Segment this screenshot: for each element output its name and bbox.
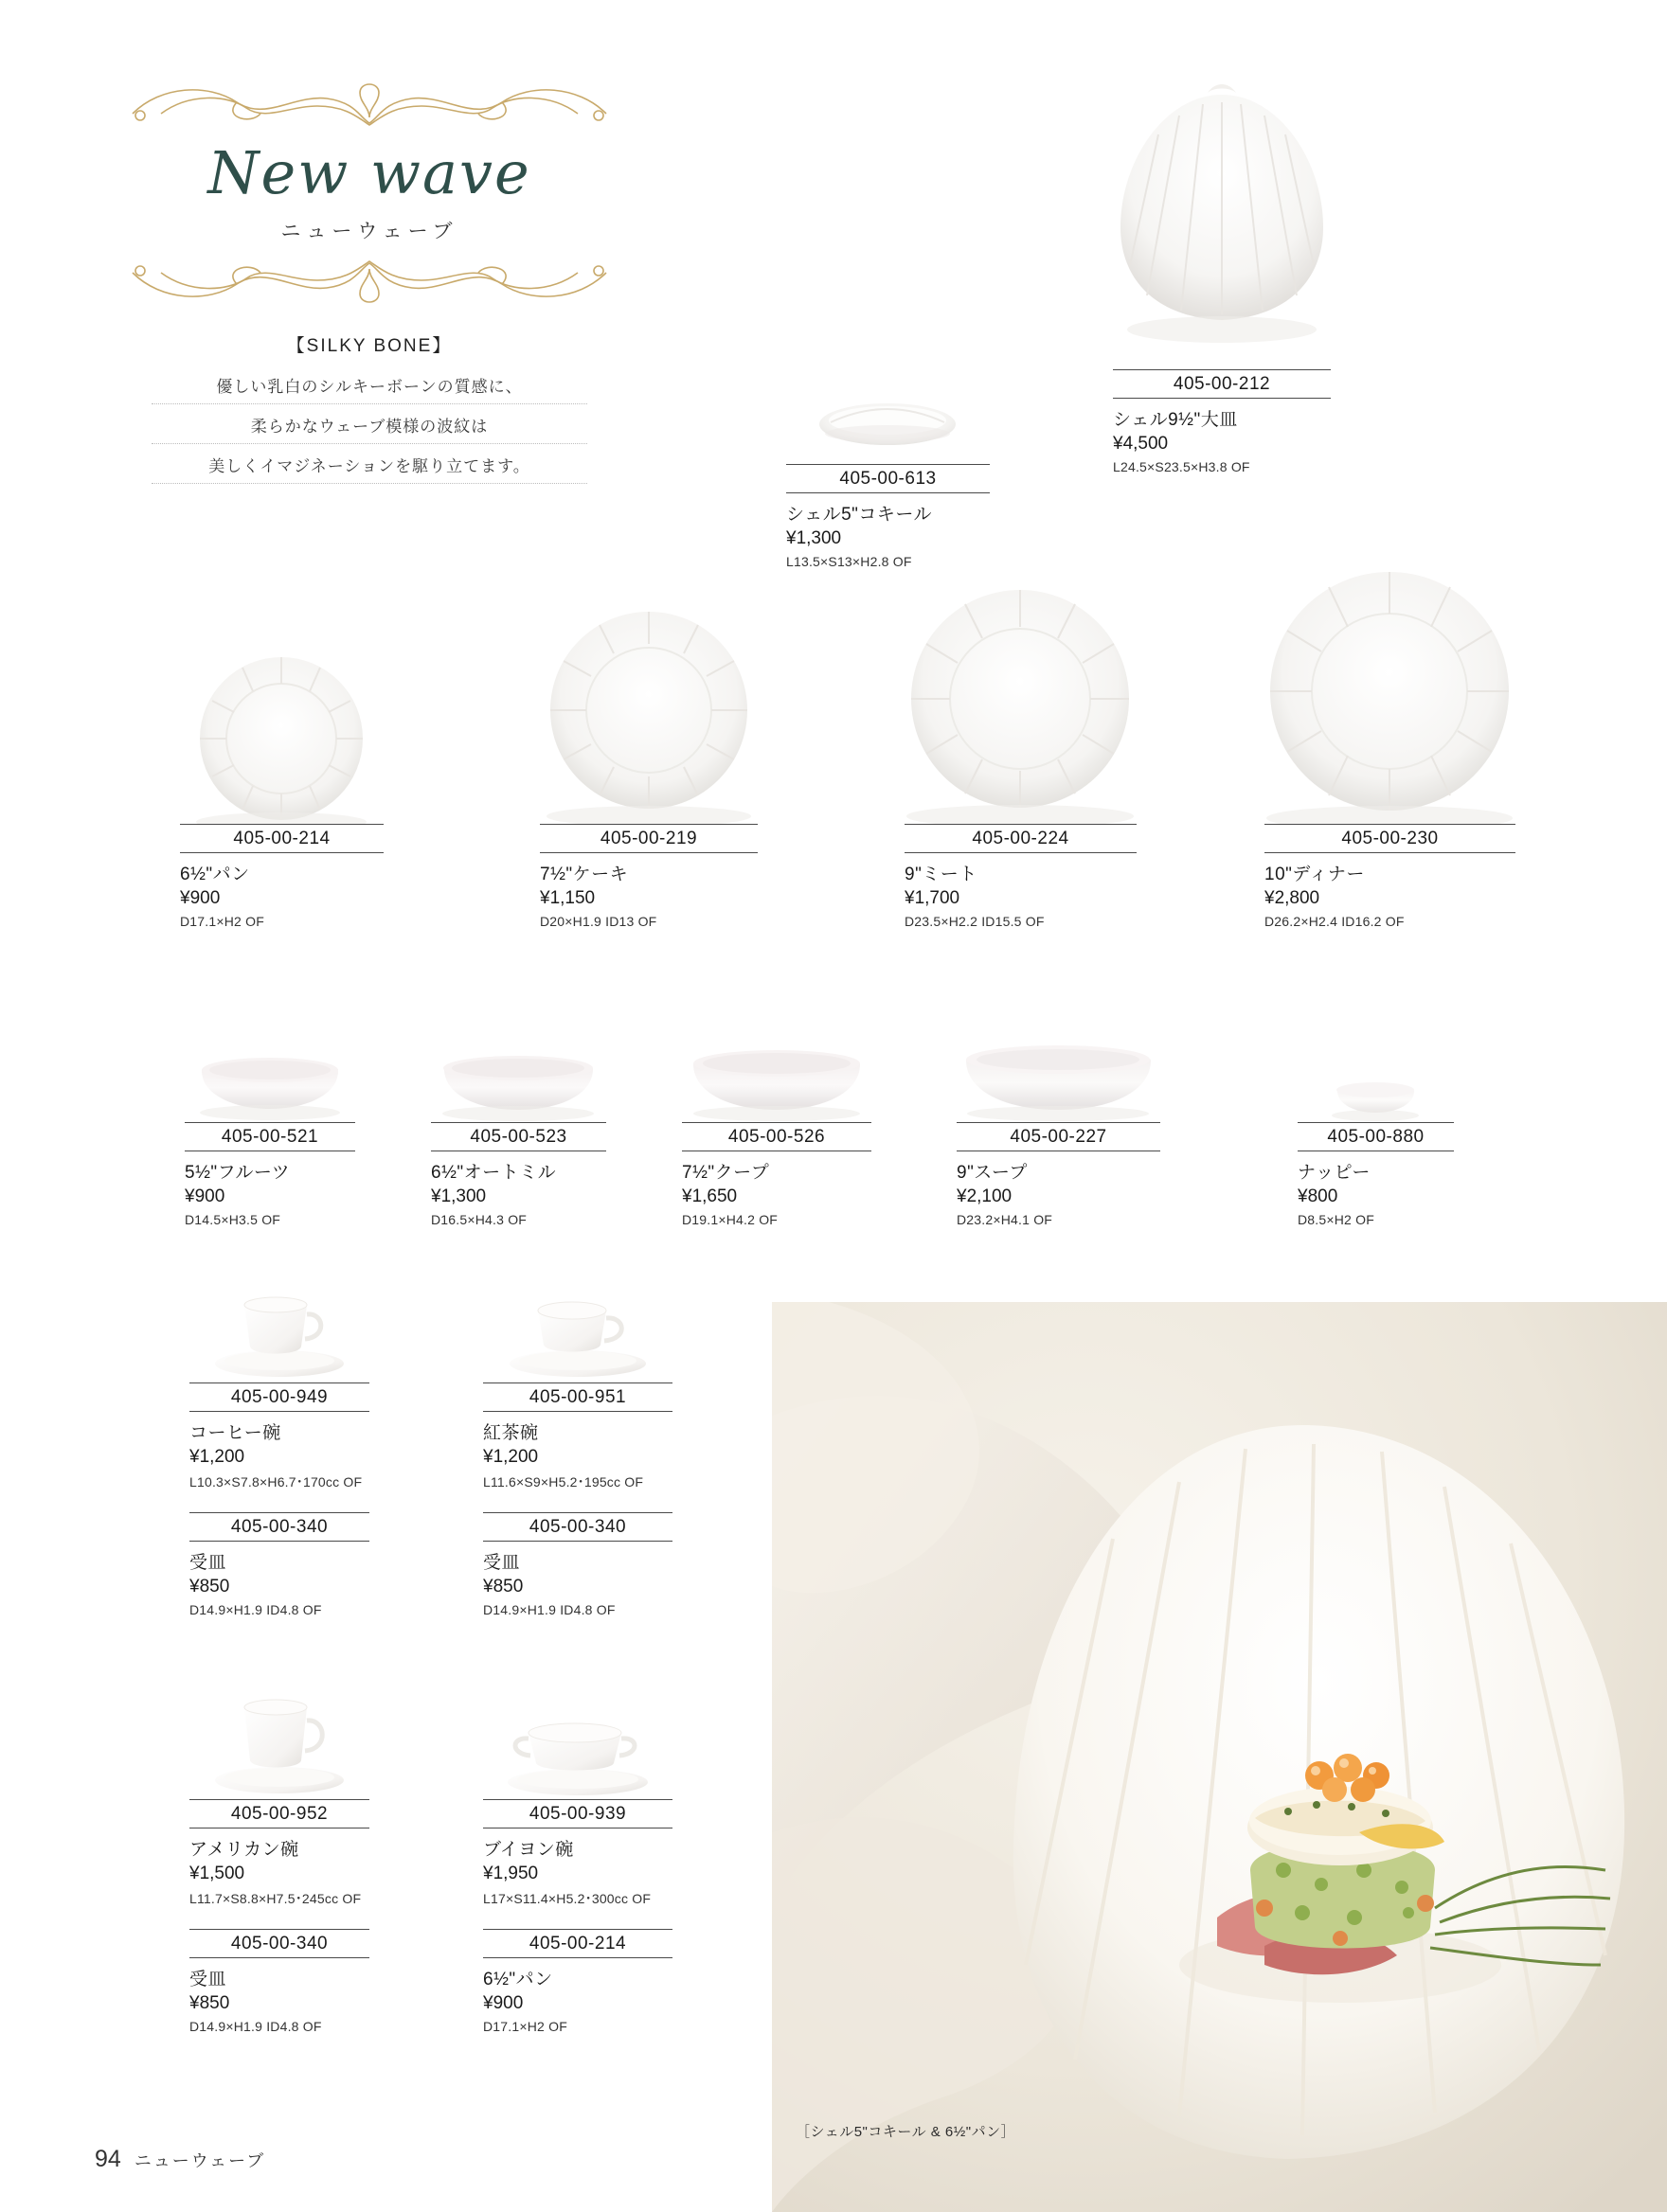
dinner-plate-photo xyxy=(1264,530,1515,824)
product-code: 405-00-224 xyxy=(972,829,1069,848)
product-price: ¥1,950 xyxy=(483,1864,539,1883)
product-name: シェル5"コキール xyxy=(786,505,933,525)
brand-subtitle: ニューウェーブ xyxy=(280,221,458,242)
product-price: ¥800 xyxy=(1298,1186,1338,1206)
product-spec: D26.2×H2.4 ID16.2 OF xyxy=(1264,914,1405,929)
product-price: ¥1,650 xyxy=(682,1186,738,1206)
product-price: ¥850 xyxy=(483,1577,524,1597)
product-code: 405-00-340 xyxy=(230,1517,329,1537)
product-spec: L11.6×S9×H5.2･195cc OF xyxy=(483,1474,644,1490)
bouillon-cup-photo xyxy=(483,1695,672,1799)
product-name: 受皿 xyxy=(189,1970,227,1989)
description-line-2: 柔らかなウェーブ模様の波紋は xyxy=(152,404,587,444)
large-shell-plate-photo xyxy=(1113,76,1331,369)
product-code-wrap xyxy=(786,464,990,493)
product-code-wrap xyxy=(431,1122,606,1151)
product-name: ナッピー xyxy=(1298,1163,1371,1183)
product-item xyxy=(1264,530,1515,929)
product-code-wrap xyxy=(189,1512,369,1542)
product-spec: D14.9×H1.9 ID4.8 OF xyxy=(483,1602,616,1617)
product-code: 405-00-214 xyxy=(233,829,331,848)
product-price: ¥1,200 xyxy=(483,1447,539,1467)
ornamental-flourish-top-icon xyxy=(123,76,616,133)
product-spec: D14.9×H1.9 ID4.8 OF xyxy=(189,1602,322,1617)
product-code: 405-00-230 xyxy=(1341,829,1439,848)
product-code-wrap xyxy=(905,824,1137,853)
product-name: 6½"パン xyxy=(483,1970,553,1989)
product-item xyxy=(682,1013,871,1227)
product-code: 405-00-214 xyxy=(529,1934,627,1953)
product-spec: D14.5×H3.5 OF xyxy=(185,1212,281,1227)
page-number: 94 xyxy=(95,2146,121,2172)
product-code-wrap xyxy=(189,1929,369,1958)
meat-plate-photo xyxy=(905,549,1137,824)
product-item xyxy=(483,1269,672,1617)
product-price: ¥1,200 xyxy=(189,1447,245,1467)
description-line-1: 優しい乳白のシルキーボーンの質感に、 xyxy=(152,365,587,404)
description-line-3: 美しくイマジネーションを駆り立てます。 xyxy=(152,444,587,484)
product-item xyxy=(431,1018,606,1227)
tea-cup-photo xyxy=(483,1269,672,1382)
product-name: コーヒー碗 xyxy=(189,1423,281,1443)
product-price: ¥1,700 xyxy=(905,888,960,908)
product-code-wrap xyxy=(189,1382,369,1412)
ornamental-flourish-bottom-icon xyxy=(123,254,616,311)
product-code: 405-00-949 xyxy=(230,1387,329,1407)
product-subitem xyxy=(483,1929,672,2034)
coupe-bowl-photo xyxy=(682,1013,871,1122)
product-code: 405-00-521 xyxy=(221,1127,319,1147)
product-code-wrap xyxy=(1298,1122,1454,1151)
product-code-wrap xyxy=(483,1799,672,1828)
product-price: ¥1,300 xyxy=(431,1186,487,1206)
oatmeal-bowl-photo xyxy=(431,1018,606,1122)
product-price: ¥900 xyxy=(185,1186,225,1206)
american-cup-photo xyxy=(189,1681,369,1799)
page-footer xyxy=(95,2146,265,2173)
product-name: 受皿 xyxy=(483,1553,521,1573)
product-code: 405-00-951 xyxy=(529,1387,627,1407)
product-item xyxy=(540,568,758,929)
product-price: ¥900 xyxy=(483,1993,524,2013)
product-item xyxy=(180,606,384,929)
product-code: 405-00-952 xyxy=(230,1804,329,1824)
brand-block xyxy=(104,76,635,484)
product-spec: D17.1×H2 OF xyxy=(483,2019,567,2034)
product-price: ¥850 xyxy=(189,1993,230,2013)
product-name: シェル9½"大皿 xyxy=(1113,410,1238,430)
product-price: ¥850 xyxy=(189,1577,230,1597)
product-spec: L10.3×S7.8×H6.7･170cc OF xyxy=(189,1474,363,1490)
product-item xyxy=(905,549,1137,929)
product-spec: D20×H1.9 ID13 OF xyxy=(540,914,657,929)
product-spec: L13.5×S13×H2.8 OF xyxy=(786,554,912,569)
nappy-bowl-photo xyxy=(1298,1032,1454,1122)
product-spec: L17×S11.4×H5.2･300cc OF xyxy=(483,1891,652,1906)
product-name: ブイヨン碗 xyxy=(483,1840,574,1860)
product-code-wrap xyxy=(540,824,758,853)
product-subitem xyxy=(189,1512,369,1617)
product-code-wrap xyxy=(483,1929,672,1958)
product-subitem xyxy=(189,1929,369,2034)
product-name: 紅茶碗 xyxy=(483,1423,539,1443)
product-price: ¥1,500 xyxy=(189,1864,245,1883)
product-code-wrap xyxy=(189,1799,369,1828)
product-spec: D17.1×H2 OF xyxy=(180,914,264,929)
product-name: アメリカン碗 xyxy=(189,1840,299,1860)
product-price: ¥4,500 xyxy=(1113,434,1169,454)
product-item xyxy=(189,1269,369,1617)
product-name: 9"スープ xyxy=(957,1163,1028,1183)
product-item xyxy=(1298,1032,1454,1227)
product-spec: L24.5×S23.5×H3.8 OF xyxy=(1113,459,1250,474)
product-item xyxy=(957,1008,1160,1227)
product-spec: D14.9×H1.9 ID4.8 OF xyxy=(189,2019,322,2034)
product-code-wrap xyxy=(483,1382,672,1412)
product-spec: D19.1×H4.2 OF xyxy=(682,1212,779,1227)
product-code-wrap xyxy=(957,1122,1160,1151)
product-code: 405-00-526 xyxy=(727,1127,826,1147)
coquille-shell-photo xyxy=(786,341,990,464)
product-item xyxy=(483,1695,672,2034)
product-code-wrap xyxy=(483,1512,672,1542)
product-code: 405-00-523 xyxy=(470,1127,567,1147)
product-name: 6½"オートミル xyxy=(431,1163,557,1183)
product-spec: D23.2×H4.1 OF xyxy=(957,1212,1053,1227)
product-code: 405-00-340 xyxy=(529,1517,627,1537)
product-code-wrap xyxy=(682,1122,871,1151)
product-subitem xyxy=(483,1512,672,1617)
product-code-wrap xyxy=(185,1122,355,1151)
product-code: 405-00-340 xyxy=(230,1934,329,1953)
product-code: 405-00-939 xyxy=(529,1804,627,1824)
product-code: 405-00-880 xyxy=(1327,1127,1425,1147)
coffee-cup-photo xyxy=(189,1269,369,1382)
product-name: 6½"パン xyxy=(180,865,250,884)
product-price: ¥2,800 xyxy=(1264,888,1320,908)
product-price: ¥900 xyxy=(180,888,221,908)
bread-plate-photo xyxy=(180,606,384,824)
product-price: ¥2,100 xyxy=(957,1186,1013,1206)
product-name: 5½"フルーツ xyxy=(185,1163,291,1183)
product-code-wrap xyxy=(1113,369,1331,399)
product-name: 7½"クープ xyxy=(682,1163,770,1183)
soup-bowl-photo xyxy=(957,1008,1160,1122)
description-block xyxy=(152,365,587,484)
product-spec: D23.5×H2.2 ID15.5 OF xyxy=(905,914,1045,929)
food-photo-caption: ［シェル5"コキール & 6½"パン］ xyxy=(796,2124,1016,2140)
fruit-bowl-photo xyxy=(185,1018,355,1122)
product-code-wrap xyxy=(180,824,384,853)
product-price: ¥1,300 xyxy=(786,528,842,548)
page-title: New wave xyxy=(207,138,531,207)
product-item xyxy=(1113,76,1331,474)
material-tag: 【SILKY BONE】 xyxy=(286,336,453,356)
product-item xyxy=(189,1681,369,2034)
product-name: 7½"ケーキ xyxy=(540,865,629,884)
product-item xyxy=(185,1018,355,1227)
product-code: 405-00-613 xyxy=(839,469,937,489)
styled-food-photo xyxy=(772,1302,1667,2212)
product-name: 9"ミート xyxy=(905,865,977,884)
product-price: ¥1,150 xyxy=(540,888,596,908)
footer-series-label: ニューウェーブ xyxy=(134,2151,266,2170)
product-spec: L11.7×S8.8×H7.5･245cc OF xyxy=(189,1891,362,1906)
cake-plate-photo xyxy=(540,568,758,824)
product-code-wrap xyxy=(1264,824,1515,853)
food-photo-illustration xyxy=(772,1302,1667,2212)
product-name: 10"ディナー xyxy=(1264,865,1365,884)
product-code: 405-00-219 xyxy=(600,829,698,848)
product-spec: D8.5×H2 OF xyxy=(1298,1212,1374,1227)
product-spec: D16.5×H4.3 OF xyxy=(431,1212,528,1227)
product-code: 405-00-227 xyxy=(1010,1127,1107,1147)
product-item xyxy=(786,341,990,569)
product-code: 405-00-212 xyxy=(1173,374,1271,394)
product-name: 受皿 xyxy=(189,1553,227,1573)
